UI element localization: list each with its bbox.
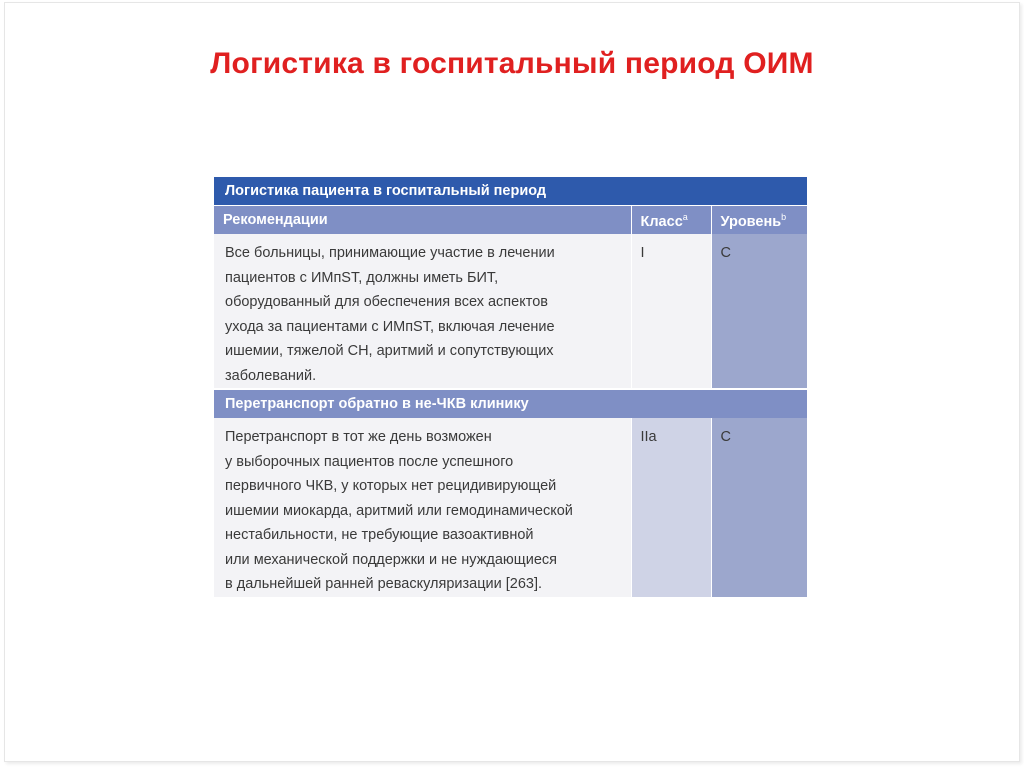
- table-row: [214, 234, 807, 389]
- recommendation-line: заболеваний.: [225, 367, 317, 384]
- header-level-label: Уровень: [720, 213, 782, 230]
- level-value: C: [711, 234, 807, 389]
- recommendation-line: в дальнейшей ранней реваскуляризации [263].: [225, 576, 543, 592]
- recommendation-text: [214, 234, 631, 389]
- header-level-sup: b: [781, 211, 787, 222]
- recommendation-line: ишемии миокарда, аритмий или гемодинамической: [225, 502, 573, 519]
- class-value: I: [631, 234, 711, 389]
- recommendation-line: ухода за пациентами с ИМпST, включая лечение: [225, 318, 555, 335]
- header-class-label: Класс: [640, 213, 683, 230]
- recommendation-line: первичного ЧКВ, у которых нет рецидивирующей: [225, 478, 557, 494]
- recommendation-line: оборудованный для обеспечения всех аспектов: [225, 294, 548, 310]
- recommendation-line: Все больницы, принимающие участие в лечении: [225, 245, 555, 261]
- recommendation-line: Перетранспорт в тот же день возможен: [225, 429, 492, 445]
- section-header: Перетранспорт обратно в не-ЧКВ клинику: [214, 389, 807, 418]
- recommendation-line: нестабильности, не требующие вазоактивной: [225, 527, 534, 543]
- table-header-row: [214, 205, 807, 234]
- recommendations-table-wrap: [214, 177, 807, 597]
- level-value: C: [711, 418, 807, 597]
- header-recommendations: Рекомендации: [214, 205, 631, 234]
- header-level: [711, 205, 807, 234]
- recommendation-line: у выборочных пациентов после успешного: [225, 453, 514, 470]
- table-row: [214, 418, 807, 597]
- slide-title: Логистика в госпитальный период ОИМ: [210, 47, 814, 80]
- header-class-sup: a: [682, 211, 688, 222]
- recommendations-table: [214, 177, 807, 597]
- recommendation-line: или механической поддержки и не нуждающиеся: [225, 551, 557, 568]
- recommendation-text: [214, 418, 631, 597]
- class-value: IIa: [631, 418, 711, 597]
- table-title-row: [214, 177, 807, 205]
- section-header-row: [214, 389, 807, 418]
- header-class: [631, 205, 711, 234]
- recommendation-line: пациентов с ИМпST, должны иметь БИТ,: [225, 269, 499, 286]
- table-title: Логистика пациента в госпитальный период: [214, 177, 807, 205]
- recommendation-line: ишемии, тяжелой СН, аритмий и сопутствующих: [225, 343, 554, 359]
